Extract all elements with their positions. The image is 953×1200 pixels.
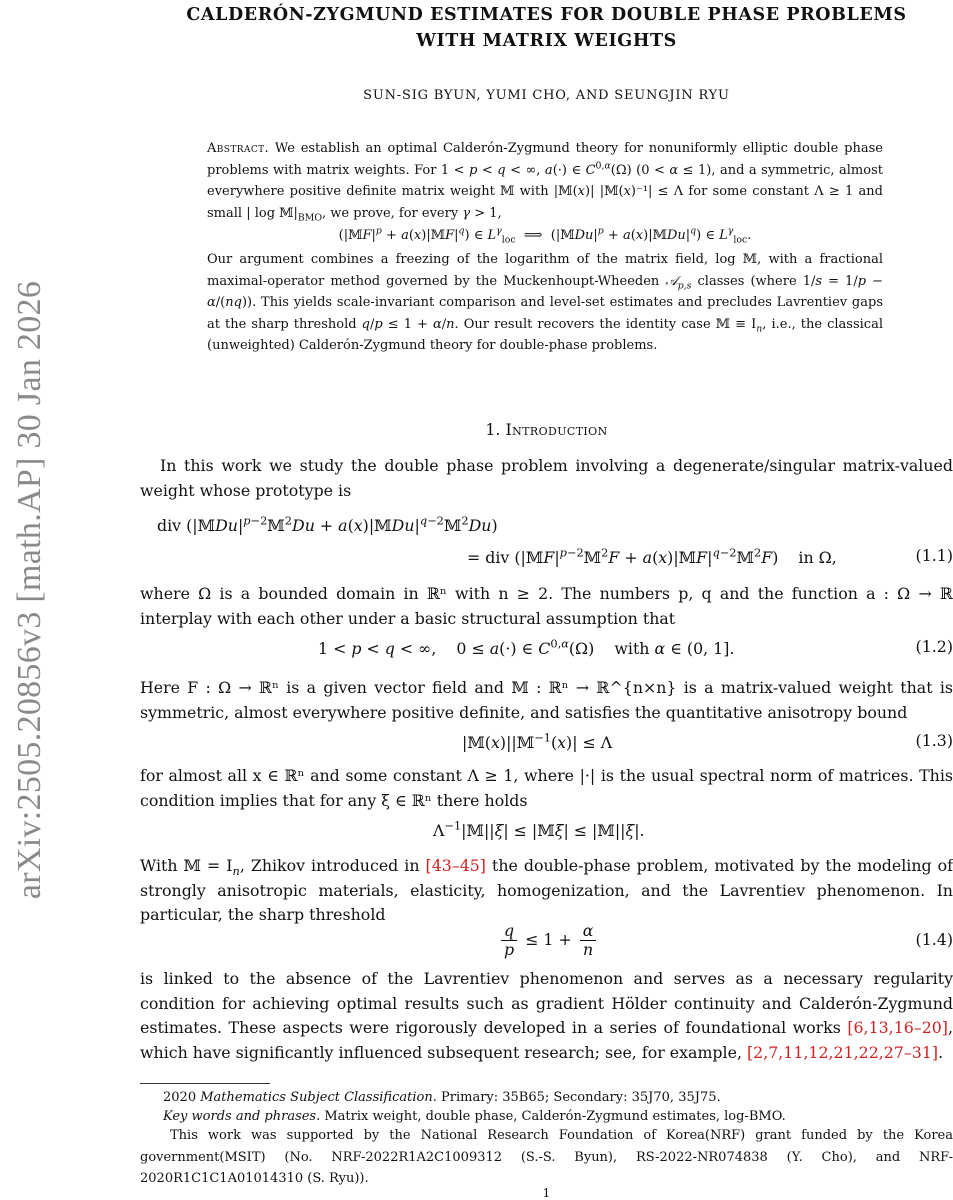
abstract-equation: ($|𝕄F|^p$ + $a(x)|𝕄F|^q$) ∈ $L^\gamma_{loc}$ ⟹ ($|𝕄Du|^p$ + $a(x)|𝕄Du|^q$) ∈ $L^\gamma_{loc}$. xyxy=(338,225,752,246)
equation-number: (1.2) xyxy=(915,637,953,656)
title-line-1: CALDERÓN-ZYGMUND ESTIMATES FOR DOUBLE PHASE PROBLEMS xyxy=(186,5,907,25)
abstract-text: )| |𝕄( xyxy=(585,184,624,199)
abstract-text: We establish an optimal Calderón-Zygmund theory for nonuniformly elliptic double phase problems with matrix weights. For 1 < xyxy=(207,141,883,178)
abstract-text: ), and a symmetric, almost everywhere positive definite matrix weight 𝕄 with |𝕄( xyxy=(207,162,883,199)
footnote-funding: This work was supported by the National Research Foundation of Korea(NRF) grant funded by the Korea government(MSIT) (No. NRF-2022R1A2C1009312 (S.-S. Byun), RS-2022-NR074838 (Y. Cho), and NRF-2020R1C1C1A01014310 (S. Ryu)). xyxy=(140,1128,953,1186)
footnote-text: Matrix weight, double phase, Calderón-Zygmund estimates, log-BMO. xyxy=(320,1109,786,1124)
abstract-text: )). This yields scale-invariant comparison and level-set estimates and precludes Lavrentiev gaps at the sharp threshold xyxy=(207,295,883,332)
equation-1-4-number-row xyxy=(140,930,953,954)
paragraph-text: is linked to the absence of the Lavrentiev phenomenon and serves as a necessary regularity condition for achieving optimal results such as gradient Hölder continuity and Calderón-Zygmund estimates. These aspects were rigorously developed in a series of foundational works xyxy=(140,969,953,1037)
footnote-text: Primary: 35B65; Secondary: 35J70, 35J75. xyxy=(436,1090,721,1105)
footnote-text: 2020 xyxy=(163,1090,201,1105)
intro-paragraph-6 xyxy=(140,967,953,1065)
abstract-text: , i.e., the classical (unweighted) Calderón-Zygmund theory for double-phase problems. xyxy=(207,316,883,353)
page-number: 1 xyxy=(542,1186,551,1200)
paragraph-text: With 𝕄 = I xyxy=(140,856,233,875)
equation-number: (1.3) xyxy=(915,731,953,750)
intro-paragraph-5: With 𝕄 = $I_n$, Zhikov introduced in [43–45] the double-phase problem, motivated by the modeling of strongly anisotropic materials, elasticity, homogenization, and the Lavrentiev phenomenon. In particular, the sharp threshold xyxy=(140,856,953,924)
citation-link[interactable]: [2,7,11,12,21,22,27–31] xyxy=(747,1042,939,1062)
equation-1-1-line-2: = div ($|𝕄F|^{p-2}𝕄^2F$ + $a(x)|𝕄F|^{q-2}𝕄^2F$) in Ω, xyxy=(467,545,837,567)
abstract-text: < ∞, xyxy=(505,162,545,178)
footnote-rule xyxy=(140,1083,270,1084)
section-number: 1. xyxy=(485,420,501,439)
abstract-text: . Our result recovers the identity case 𝕄 ≡ I xyxy=(454,316,757,332)
arxiv-id: arXiv:2505.20856v3 [math.AP] 30 Jan 2026 xyxy=(11,280,48,900)
equation-number: (1.4) xyxy=(915,930,953,949)
intro-paragraph-1: In this work we study the double phase problem involving a degenerate/singular matrix-valued weight whose prototype is xyxy=(140,456,953,500)
paragraph-text: . xyxy=(938,1042,944,1062)
authors: SUN-SIG BYUN, YUMI CHO, AND SEUNGJIN RYU xyxy=(363,88,730,103)
title-line-2: WITH MATRIX WEIGHTS xyxy=(416,31,677,51)
equation-1-2: 1 < p < q < ∞, 0 ≤ a(·) ∈ $C^{0,\alpha}(\Omega)$ with α ∈ (0, 1]. xyxy=(318,636,735,658)
abstract-text: /( xyxy=(215,295,226,310)
citation-link[interactable]: [6,13,16–20] xyxy=(847,1018,948,1037)
paragraph-text: , Zhikov introduced in xyxy=(239,856,426,875)
arxiv-stamp xyxy=(0,180,60,1000)
footnote-text: Key words and phrases. xyxy=(163,1109,321,1124)
equation-1-1-line-1: div ($|𝕄Du|^{p-2}𝕄^2Du$ + $a(x)|𝕄Du|^{q-2}𝕄^2Du$) xyxy=(157,513,498,535)
equation-norm-bound: $\Lambda^{-1}|𝕄||\xi|$ ≤ |𝕄ξ| ≤ |𝕄||ξ|. xyxy=(433,818,645,840)
abstract-text: classes (where 1/ xyxy=(691,273,816,289)
citation-link[interactable]: [43–45] xyxy=(425,856,486,875)
equation-1-1-number-row xyxy=(140,546,953,570)
intro-paragraph-4: for almost all x ∈ ℝⁿ and some constant Λ ≥ 1, where |·| is the usual spectral norm of matrices. This condition implies that for any ξ ∈ ℝⁿ there holds xyxy=(140,766,953,810)
equation-number: (1.1) xyxy=(915,546,953,565)
intro-paragraph-2: where Ω is a bounded domain in ℝⁿ with n ≥ 2. The numbers p, q and the function a : Ω → ℝ interplay with each other under a basic structural assumption that xyxy=(140,584,953,628)
paper-title xyxy=(140,2,953,54)
section-title: Introduction xyxy=(505,420,608,439)
section-heading xyxy=(140,420,953,439)
equation-1-4: $\frac{q}{p}$ ≤ 1 + $\frac{\alpha}{n}$ xyxy=(498,922,599,959)
abstract-text: = 1/ xyxy=(822,273,858,289)
paragraph-text: , which have significantly influenced subsequent research; see, for example, xyxy=(140,1018,953,1062)
abstract: Abstract. We establish an optimal Calderón-Zygmund theory for nonuniformly elliptic double phase problems with matrix weights. For 1 < p < q < ∞, a(·) ∈ $C^{0,\alpha}(\Omega) (0 < \alpha \le 1)$, and a symmetric, almost everywhere positive definite matrix weight 𝕄 with |𝕄(x)| |𝕄(x)⁻¹| ≤ Λ for some constant Λ ≥ 1 and small | $\log 𝕄|_{BMO}$, we prove, for every γ > 1, xyxy=(207,141,883,224)
abstract-text: )⁻¹| ≤ Λ for some constant Λ ≥ 1 and small | log 𝕄| xyxy=(207,184,883,221)
abstract-text: Our argument combines a freezing of the logarithm of the matrix field, log 𝕄, with a fractional maximal-operator method governed by the Muckenhoupt-Wheeden xyxy=(207,252,883,289)
abstract-text: , we prove, for every xyxy=(322,205,463,221)
equation-1-3-number-row xyxy=(140,731,953,755)
abstract-paragraph-2: Our argument combines a freezing of the logarithm of the matrix field, log 𝕄, with a fractional maximal-operator method governed by the Muckenhoupt-Wheeden 𝒜$_{p,s}$ classes (where 1/s = 1/p − α/(nq)). This yields scale-invariant comparison and level-set estimates and precludes Lavrentiev gaps at the sharp threshold q/p ≤ 1 + α/n. Our result recovers the identity case 𝕄 ≡ $I_n$, i.e., the classical (unweighted) Calderón-Zygmund theory for double-phase problems. xyxy=(207,252,883,353)
paragraph-text: the double-phase problem, motivated by the modeling of strongly anisotropic materials, elasticity, homogenization, and the Lavrentiev phenomenon. In particular, the sharp threshold xyxy=(140,856,953,924)
abstract-label: Abstract. xyxy=(207,141,270,156)
intro-paragraph-3: Here F : Ω → ℝⁿ is a given vector field and 𝕄 : ℝⁿ → ℝ^{n×n} is a matrix-valued weight that is symmetric, almost everywhere positive definite, and satisfies the quantitative anisotropy bound xyxy=(140,678,953,722)
footnote-text: Mathematics Subject Classification. xyxy=(200,1090,437,1105)
equation-1-2-number-row xyxy=(140,637,953,661)
equation-1-3: |𝕄(x)||𝕄$^{-1}$(x)| ≤ Λ xyxy=(462,730,613,752)
